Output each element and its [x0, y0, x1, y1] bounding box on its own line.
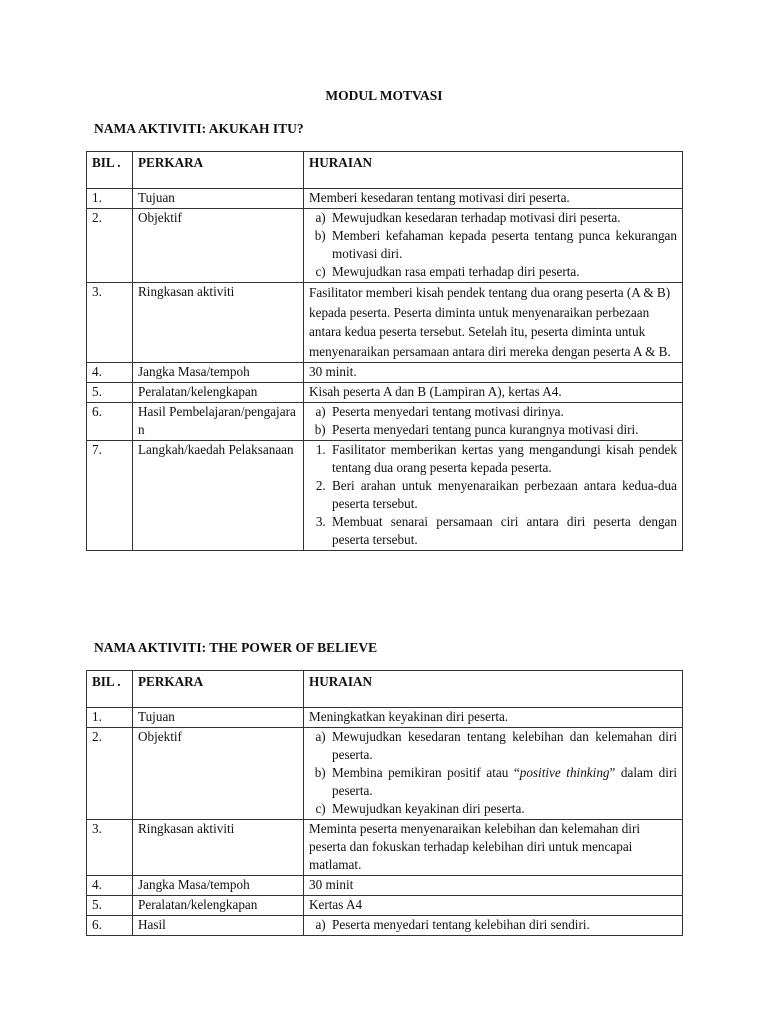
cell-bil: 3.: [87, 283, 133, 363]
list-item: b. Peserta menyedari tentang punca kurangnya motivasi diri.: [329, 421, 677, 439]
cell-huraian: Fasilitator memberi kisah pendek tentang dua orang peserta (A & B) kepada peserta. Peserta diminta untuk menyenaraikan perbezaan antara kedua peserta tersebut. Setelah itu, peserta diminta untuk menyenaraikan persamaan antara diri mereka dengan peserta A & B.: [304, 283, 683, 363]
list-item: a. Peserta menyedari tentang motivasi dirinya.: [329, 403, 677, 421]
header-bil: BIL .: [87, 152, 133, 189]
header-huraian: HURAIAN: [304, 671, 683, 708]
list-item: a. Peserta menyedari tentang kelebihan diri sendiri.: [329, 916, 677, 934]
activity1-heading: NAMA AKTIVITI: AKUKAH ITU?: [94, 121, 304, 136]
cell-perkara: Jangka Masa/tempoh: [133, 363, 304, 383]
document-title: MODUL MOTVASI: [325, 88, 443, 103]
item-text-emphasis: positive thinking: [519, 765, 610, 780]
list-item: 1. Fasilitator memberikan kertas yang mengandungi kisah pendek tentang dua orang peserta kepada peserta.: [329, 441, 677, 477]
table-row: [87, 916, 683, 936]
item-text-before: Membina pemikiran positif atau “: [332, 765, 520, 780]
cell-huraian: Kertas A4: [304, 896, 683, 916]
cell-bil: 3.: [87, 820, 133, 876]
outcome-list: [309, 916, 677, 934]
activity1-table: [86, 151, 683, 551]
list-item: [329, 764, 677, 800]
table-row: [87, 209, 683, 283]
table-row: [87, 383, 683, 403]
cell-bil: 4.: [87, 876, 133, 896]
cell-perkara: Tujuan: [133, 708, 304, 728]
cell-bil: 6.: [87, 916, 133, 936]
table-row: [87, 189, 683, 209]
table-header-row: [87, 671, 683, 708]
table-row: [87, 403, 683, 441]
table-row: [87, 820, 683, 876]
cell-bil: 6.: [87, 403, 133, 441]
table-row: [87, 363, 683, 383]
list-item: a. Mewujudkan kesedaran tentang kelebihan dan kelemahan diri peserta.: [329, 728, 677, 764]
cell-huraian: [304, 441, 683, 551]
cell-bil: 2.: [87, 728, 133, 820]
cell-perkara: Hasil Pembelajaran/pengajara n: [133, 403, 304, 441]
objective-list: [309, 728, 677, 818]
cell-perkara: Peralatan/kelengkapan: [133, 896, 304, 916]
cell-bil: 5.: [87, 896, 133, 916]
cell-huraian: [304, 916, 683, 936]
cell-perkara: Ringkasan aktiviti: [133, 820, 304, 876]
cell-huraian: [304, 209, 683, 283]
list-item: c. Mewujudkan keyakinan diri peserta.: [329, 800, 677, 818]
table-row: [87, 283, 683, 363]
table-header-row: [87, 152, 683, 189]
cell-huraian: Meningkatkan keyakinan diri peserta.: [304, 708, 683, 728]
item-text-after: ” dalam diri peserta.: [332, 765, 677, 798]
header-perkara: PERKARA: [133, 671, 304, 708]
cell-bil: 7.: [87, 441, 133, 551]
activity2-heading: NAMA AKTIVITI: THE POWER OF BELIEVE: [94, 640, 378, 655]
cell-perkara: Objektif: [133, 209, 304, 283]
steps-list: [309, 441, 677, 549]
cell-huraian: Memberi kesedaran tentang motivasi diri peserta.: [304, 189, 683, 209]
cell-perkara: Hasil: [133, 916, 304, 936]
objective-list: [309, 209, 677, 281]
cell-perkara: Tujuan: [133, 189, 304, 209]
activity2-table: [86, 670, 683, 936]
cell-huraian: [304, 403, 683, 441]
cell-huraian: Meminta peserta menyenaraikan kelebihan dan kelemahan diri peserta dan fokuskan terhadap kelebihan diri untuk mencapai matlamat.: [304, 820, 683, 876]
cell-perkara: Jangka Masa/tempoh: [133, 876, 304, 896]
cell-perkara: Ringkasan aktiviti: [133, 283, 304, 363]
cell-huraian: 30 minit: [304, 876, 683, 896]
cell-bil: 4.: [87, 363, 133, 383]
list-item: 3. Membuat senarai persamaan ciri antara diri peserta dengan peserta tersebut.: [329, 513, 677, 549]
cell-perkara: Peralatan/kelengkapan: [133, 383, 304, 403]
cell-bil: 1.: [87, 708, 133, 728]
table-row: [87, 728, 683, 820]
cell-huraian: [304, 728, 683, 820]
cell-perkara: Langkah/kaedah Pelaksanaan: [133, 441, 304, 551]
header-huraian: HURAIAN: [304, 152, 683, 189]
cell-huraian: 30 minit.: [304, 363, 683, 383]
outcome-list: [309, 403, 677, 439]
table-row: [87, 896, 683, 916]
table-row: [87, 708, 683, 728]
cell-bil: 1.: [87, 189, 133, 209]
list-item: 2. Beri arahan untuk menyenaraikan perbezaan antara kedua-dua peserta tersebut.: [329, 477, 677, 513]
cell-bil: 2.: [87, 209, 133, 283]
cell-bil: 5.: [87, 383, 133, 403]
table-row: [87, 876, 683, 896]
cell-perkara: Objektif: [133, 728, 304, 820]
list-item: a. Mewujudkan kesedaran terhadap motivasi diri peserta.: [329, 209, 677, 227]
header-perkara: PERKARA: [133, 152, 304, 189]
list-item: c. Mewujudkan rasa empati terhadap diri peserta.: [329, 263, 677, 281]
table-row: [87, 441, 683, 551]
header-bil: BIL .: [87, 671, 133, 708]
cell-huraian: Kisah peserta A dan B (Lampiran A), kertas A4.: [304, 383, 683, 403]
list-item: b. Memberi kefahaman kepada peserta tentang punca kekurangan motivasi diri.: [329, 227, 677, 263]
